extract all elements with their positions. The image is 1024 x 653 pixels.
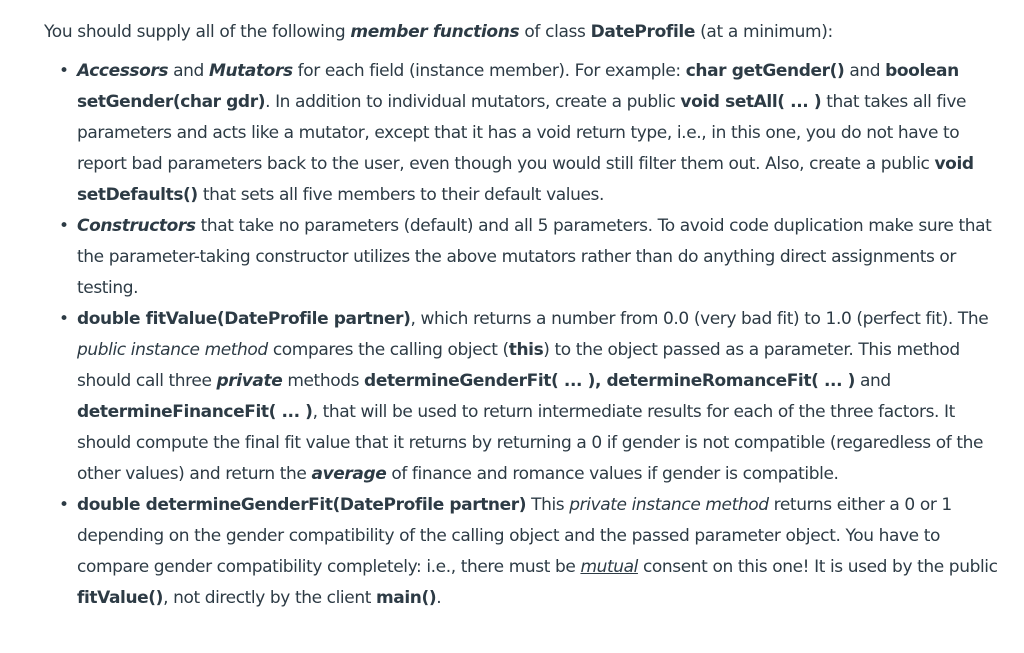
list-text: and	[855, 371, 891, 391]
code-set-defaults: void setDefaults()	[77, 154, 974, 205]
code-this: this	[508, 340, 544, 360]
list-text: and	[844, 61, 886, 81]
list-text: , not directly by the client	[163, 588, 376, 608]
term-public-instance-method: public instance method	[77, 340, 268, 360]
intro-text: (at a minimum):	[695, 22, 833, 42]
intro-emphasis: member functions	[350, 22, 520, 42]
list-item-accessors-mutators	[44, 56, 1010, 211]
term-constructors: Constructors	[77, 216, 196, 236]
term-mutators: Mutators	[208, 61, 293, 81]
class-name: DateProfile	[590, 22, 696, 42]
list-text: of finance and romance values if gender is compatible.	[386, 464, 839, 484]
list-text: . In addition to individual mutators, create a public	[265, 92, 681, 112]
code-main: main()	[375, 588, 437, 608]
list-text: compares the calling object (	[267, 340, 509, 360]
code-get-gender: char getGender()	[685, 61, 845, 81]
list-text: returns either a 0 or 1 depending on the gender compatibility of the calling object and the passed parameter object. You have to compare gender compatibility completely: i.e., there must be	[77, 495, 952, 577]
code-determine-finance-fit: determineFinanceFit( ... )	[77, 402, 313, 422]
bullet-icon: •	[59, 216, 69, 236]
bullet-icon: •	[59, 495, 69, 515]
list-text: that takes all five parameters and acts like a mutator, except that it has a void return type, i.e., in this one, you do not have to report bad parameters back to the user, even though you would still filter them out. Also, create a public	[77, 92, 967, 174]
code-set-gender: boolean setGender(char gdr)	[77, 61, 959, 112]
code-set-all: void setAll( ... )	[680, 92, 822, 112]
term-average: average	[311, 464, 387, 484]
list-text: consent on this one! It is used by the public	[637, 557, 998, 577]
list-text: methods	[282, 371, 365, 391]
list-item-constructors	[44, 211, 1010, 304]
list-text: .	[436, 588, 442, 608]
list-item-fit-value	[44, 304, 1010, 490]
list-text: This	[526, 495, 570, 515]
list-text: and	[168, 61, 209, 81]
term-private: private	[216, 371, 283, 391]
list-item-determine-gender-fit	[44, 490, 1010, 614]
list-text: for each field (instance member). For example:	[292, 61, 686, 81]
list-text: , that will be used to return intermediate results for each of the three factors. It should compute the final fit value that it returns by returning a 0 if gender is not compatible (regaredless of the other values) and return the	[77, 402, 984, 484]
list-text: ) to the object passed as a parameter. This method should call three	[77, 340, 960, 391]
bullet-icon: •	[59, 309, 69, 329]
term-mutual: mutual	[580, 557, 638, 577]
intro-text: of class	[519, 22, 591, 42]
code-fit-value-call: fitValue()	[77, 588, 164, 608]
list-text: , which returns a number from 0.0 (very bad fit) to 1.0 (perfect fit). The	[410, 309, 989, 329]
term-accessors: Accessors	[77, 61, 169, 81]
term-private-instance-method: private instance method	[569, 495, 769, 515]
list-text: that take no parameters (default) and all 5 parameters. To avoid code duplication make sure that the parameter-taking constructor utilizes the above mutators rather than do anything direct assignments or testing.	[77, 216, 992, 298]
bullet-icon: •	[59, 61, 69, 81]
list-text: that sets all five members to their default values.	[197, 185, 604, 205]
code-fit-value: double fitValue(DateProfile partner)	[77, 309, 411, 329]
code-determine-gender-fit: double determineGenderFit(DateProfile partner)	[77, 495, 527, 515]
code-determine-methods: determineGenderFit( ... ), determineRomanceFit( ... )	[364, 371, 856, 391]
requirements-list	[44, 56, 1010, 614]
intro-paragraph	[44, 17, 1010, 48]
intro-text: You should supply all of the following	[44, 22, 351, 42]
